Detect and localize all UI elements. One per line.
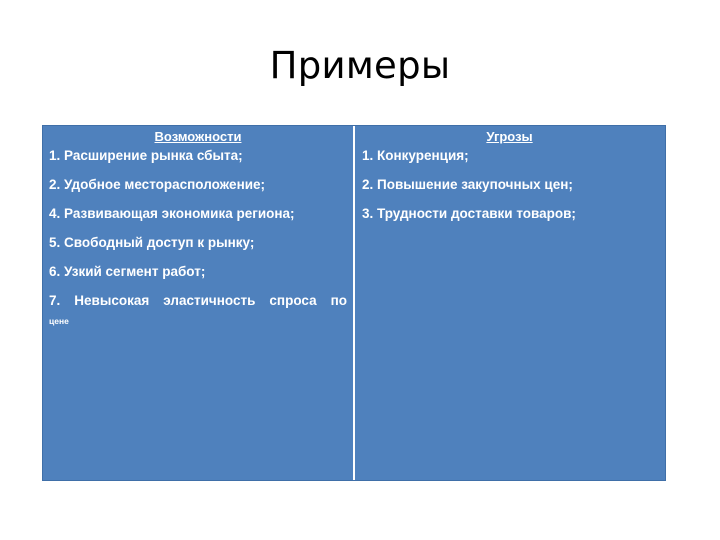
swot-table [42, 125, 666, 481]
opportunity-item: 5. Свободный доступ к рынку; [49, 235, 255, 250]
threat-item: 2. Повышение закупочных цен; [362, 177, 573, 192]
opportunity-item-tail: цене [49, 316, 69, 326]
opportunity-item: 4. Развивающая экономика региона; [49, 206, 295, 221]
threat-item: 1. Конкуренция; [362, 148, 469, 163]
threats-column [355, 126, 665, 480]
threats-list [362, 148, 657, 222]
opportunities-list [49, 148, 347, 309]
opportunity-item: 1. Расширение рынка сбыта; [49, 148, 243, 163]
opportunity-item: 7. Невысокая эластичность спроса по [49, 293, 347, 308]
opportunity-item: 6. Узкий сегмент работ; [49, 264, 206, 279]
opportunities-column [43, 126, 355, 480]
threat-item: 3. Трудности доставки товаров; [362, 206, 576, 221]
opportunities-header: Возможности [154, 129, 242, 144]
opportunity-item: 2. Удобное месторасположение; [49, 177, 266, 192]
threats-header: Угрозы [486, 129, 533, 144]
slide-title: Примеры [269, 44, 451, 87]
